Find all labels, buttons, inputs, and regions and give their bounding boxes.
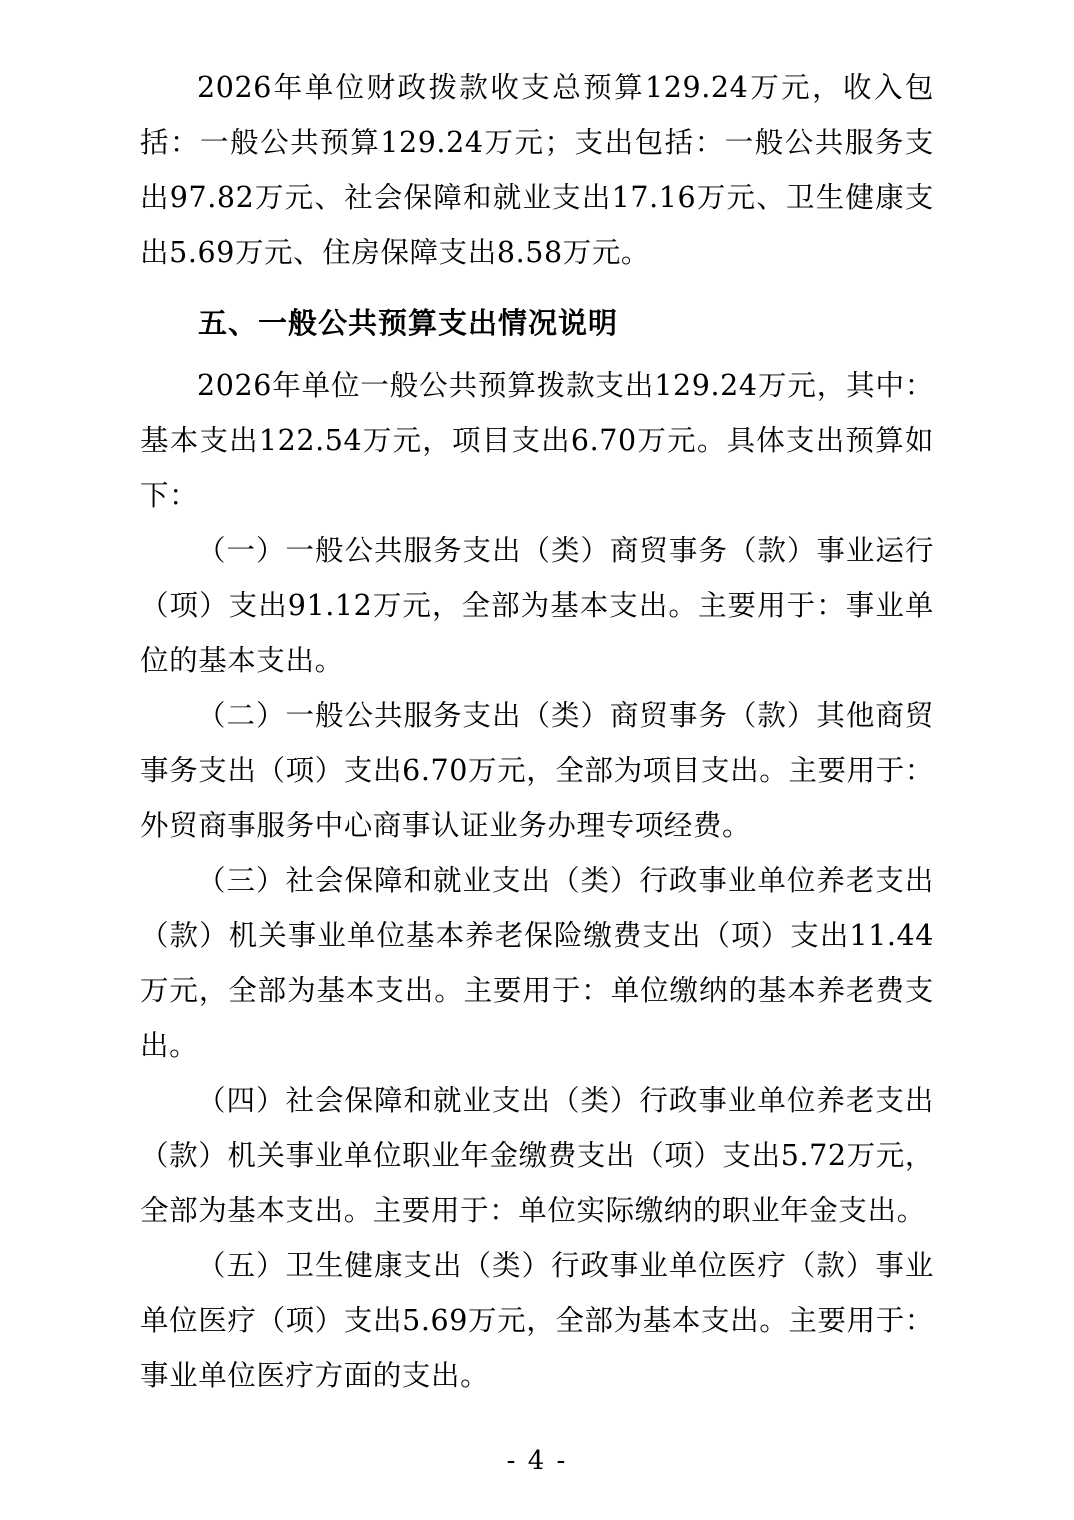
paragraph-budget-total: 2026年单位一般公共预算拨款支出129.24万元，其中：基本支出122.54万元，项目支出6.70万元。具体支出预算如下： — [140, 369, 934, 512]
paragraph-item-1: （一）一般公共服务支出（类）商贸事务（款）事业运行（项）支出91.12万元，全部为基本支出。主要用于：事业单位的基本支出。 — [140, 534, 934, 677]
page-number: - 4 - — [506, 1446, 568, 1476]
paragraph-item-3: （三）社会保障和就业支出（类）行政事业单位养老支出（款）机关事业单位基本养老保险缴费支出（项）支出11.44万元，全部为基本支出。主要用于：单位缴纳的基本养老费支出。 — [140, 864, 934, 1062]
paragraph-item-5: （五）卫生健康支出（类）行政事业单位医疗（款）事业单位医疗（项）支出5.69万元，全部为基本支出。主要用于：事业单位医疗方面的支出。 — [140, 1249, 934, 1392]
paragraph-summary: 2026年单位财政拨款收支总预算129.24万元，收入包括：一般公共预算129.24万元；支出包括：一般公共服务支出97.82万元、社会保障和就业支出17.16万元、卫生健康支出5.69万元、住房保障支出8.58万元。 — [140, 71, 934, 269]
paragraph-item-2: （二）一般公共服务支出（类）商贸事务（款）其他商贸事务支出（项）支出6.70万元，全部为项目支出。主要用于：外贸商事服务中心商事认证业务办理专项经费。 — [140, 699, 934, 842]
paragraph-item-4: （四）社会保障和就业支出（类）行政事业单位养老支出（款）机关事业单位职业年金缴费支出（项）支出5.72万元，全部为基本支出。主要用于：单位实际缴纳的职业年金支出。 — [140, 1084, 934, 1227]
document-content — [140, 60, 934, 1403]
section-heading: 五、一般公共预算支出情况说明 — [198, 306, 619, 340]
